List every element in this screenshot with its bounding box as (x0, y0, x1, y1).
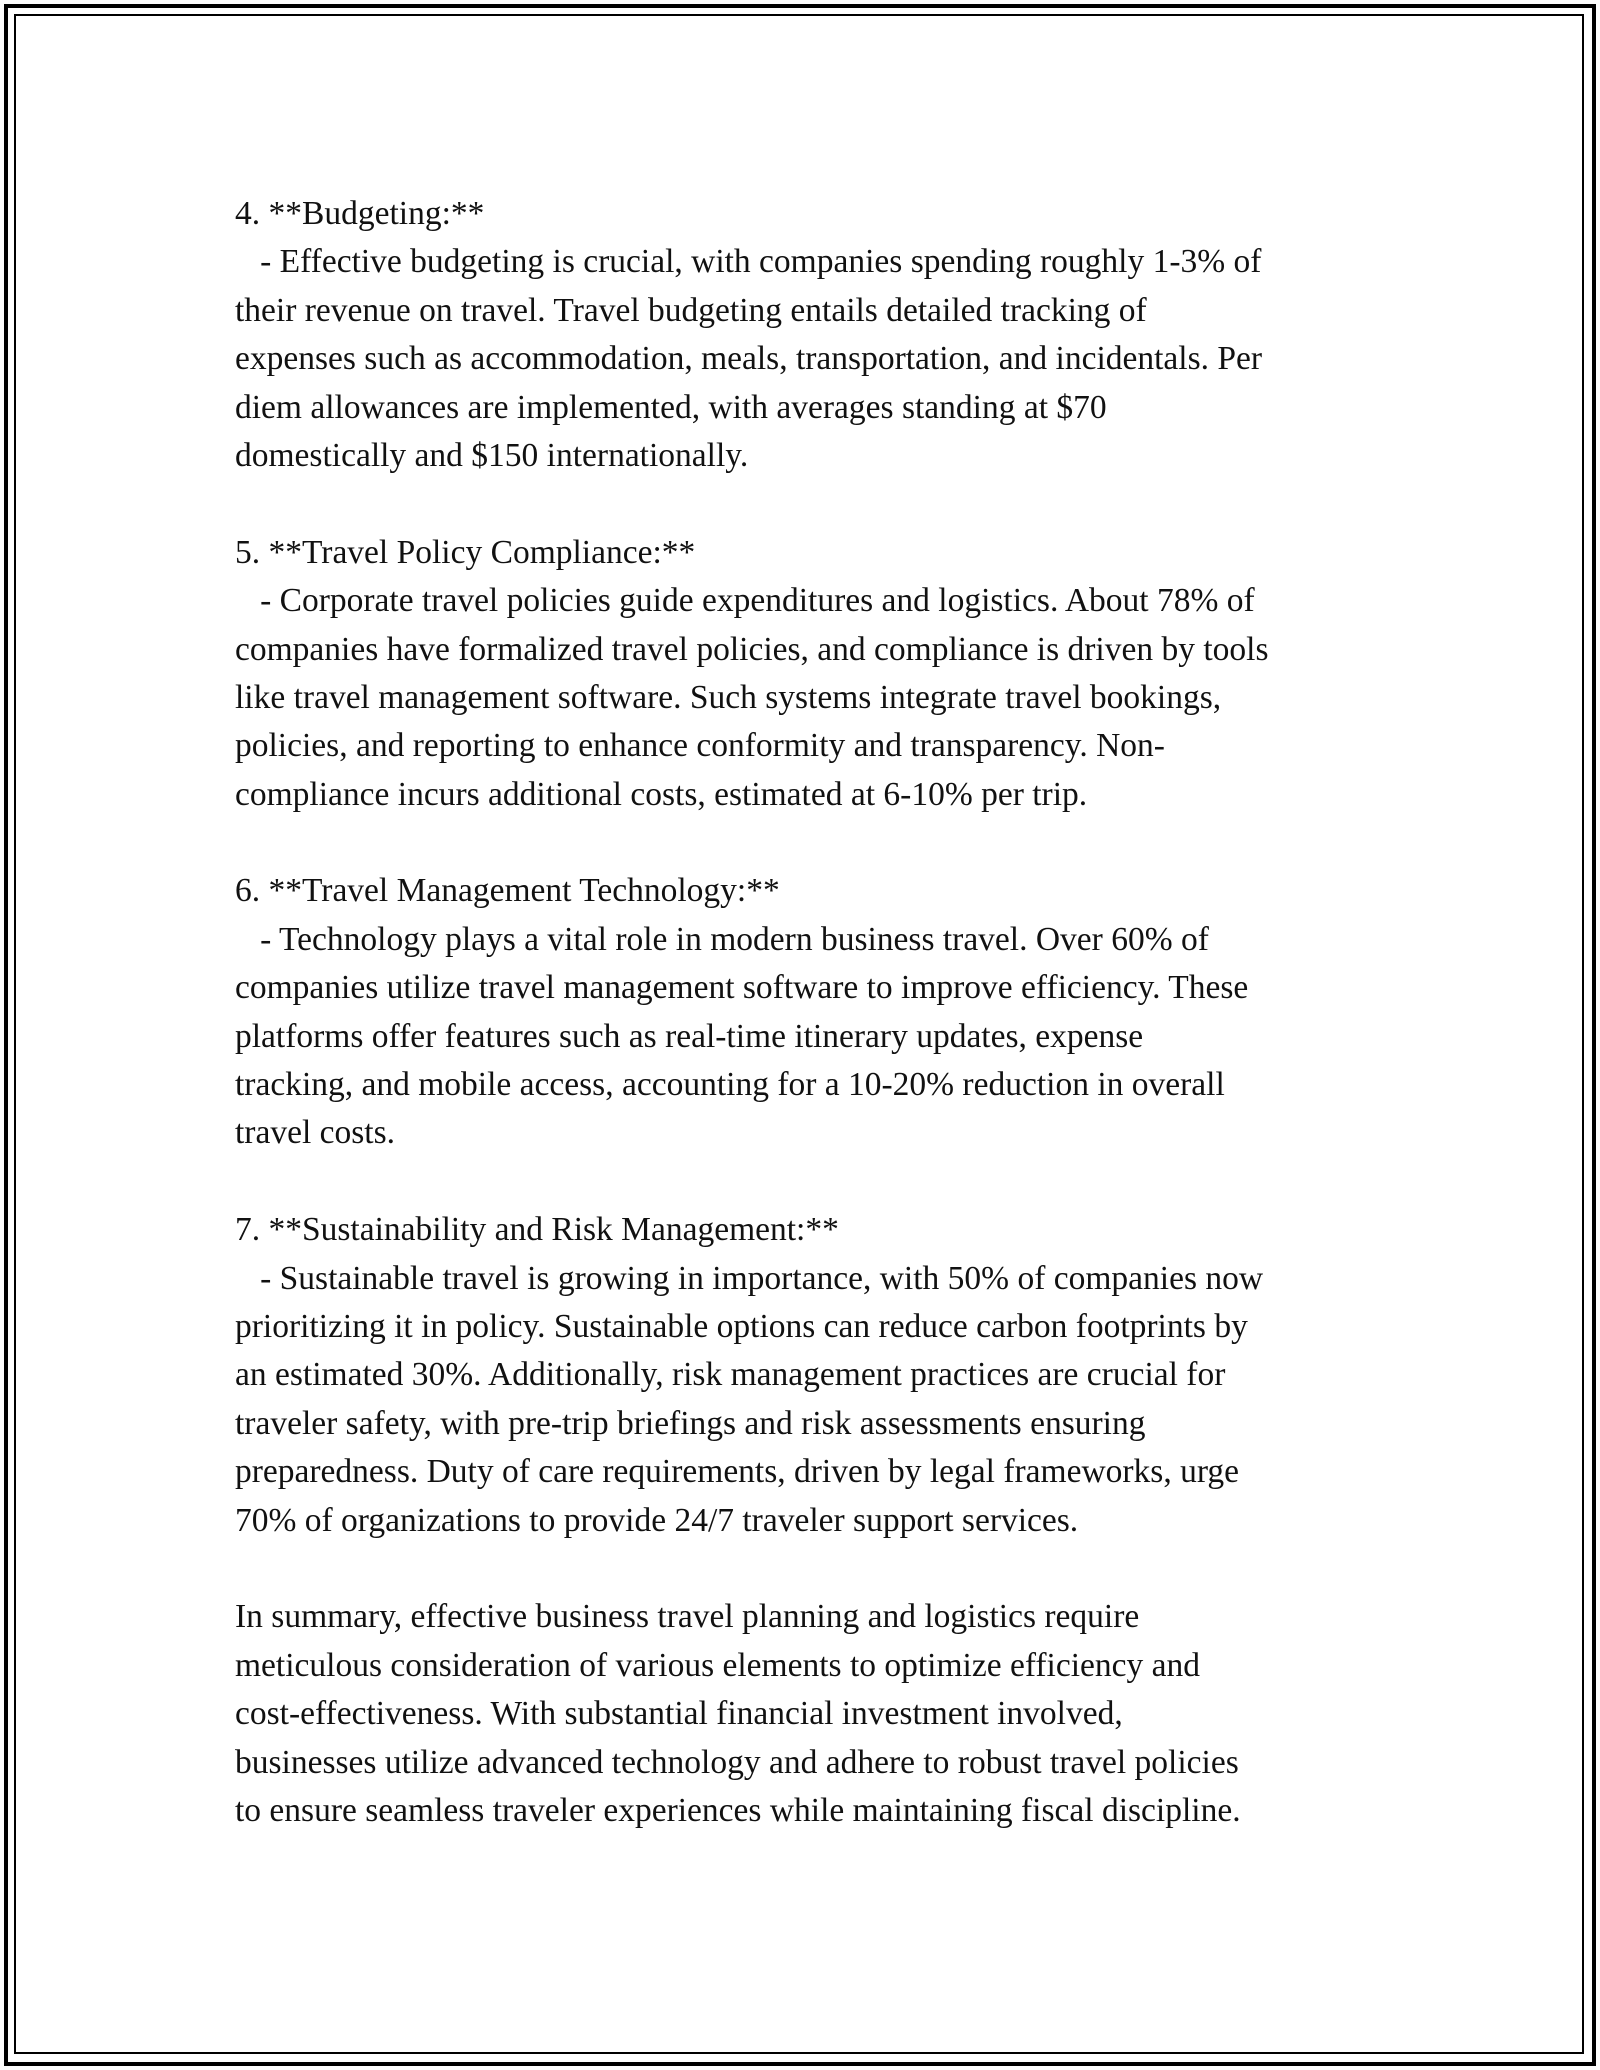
section-travel-management-technology (235, 867, 1385, 1157)
paragraph-line: - Sustainable travel is growing in importance, with 50% of companies now (235, 1259, 1264, 1297)
paragraph-line: traveler safety, with pre-trip briefings and risk assessments ensuring (235, 1404, 1146, 1442)
paragraph-line: preparedness. Duty of care requirements, driven by legal frameworks, urge (235, 1453, 1240, 1491)
paragraph-line: companies have formalized travel policies, and compliance is driven by tools (235, 630, 1269, 668)
section-heading: 4. **Budgeting:** (235, 195, 485, 232)
section-heading: 6. **Travel Management Technology:** (235, 872, 780, 910)
paragraph-line: businesses utilize advanced technology and adhere to robust travel policies (235, 1743, 1239, 1781)
paragraph-line: compliance incurs additional costs, estimated at 6-10% per trip. (235, 775, 1088, 813)
paragraph-line: In summary, effective business travel planning and logistics require (235, 1598, 1140, 1636)
blank-line (235, 1158, 1385, 1206)
paragraph-line: cost-effectiveness. With substantial financial investment involved, (235, 1695, 1123, 1733)
blank-line (235, 480, 1385, 528)
paragraph-line: 70% of organizations to provide 24/7 traveler support services. (235, 1501, 1079, 1539)
paragraph-line: companies utilize travel management software to improve efficiency. These (235, 969, 1249, 1007)
paragraph-line: their revenue on travel. Travel budgeting entails detailed tracking of (235, 291, 1147, 329)
paragraph-line: - Technology plays a vital role in modern business travel. Over 60% of (235, 920, 1209, 958)
section-heading: 7. **Sustainability and Risk Management:** (235, 1211, 839, 1249)
paragraph-line: - Effective budgeting is crucial, with companies spending roughly 1-3% of (235, 243, 1262, 281)
document-body (235, 190, 1385, 1835)
section-heading: 5. **Travel Policy Compliance:** (235, 533, 696, 571)
blank-line (235, 819, 1385, 867)
paragraph-line: expenses such as accommodation, meals, transportation, and incidentals. Per (235, 340, 1263, 378)
summary-paragraph (235, 1593, 1385, 1835)
paragraph-line: platforms offer features such as real-time itinerary updates, expense (235, 1017, 1144, 1055)
paragraph-line: domestically and $150 internationally. (235, 436, 749, 474)
paragraph-line: - Corporate travel policies guide expenditures and logistics. About 78% of (235, 582, 1255, 620)
blank-line (235, 1545, 1385, 1593)
paragraph-line: like travel management software. Such systems integrate travel bookings, (235, 678, 1222, 716)
paragraph-line: tracking, and mobile access, accounting for a 10-20% reduction in overall (235, 1066, 1225, 1104)
paragraph-line: an estimated 30%. Additionally, risk management practices are crucial for (235, 1356, 1226, 1394)
section-sustainability-risk (235, 1206, 1385, 1545)
section-travel-policy-compliance (235, 529, 1385, 819)
paragraph-line: diem allowances are implemented, with averages standing at $70 (235, 388, 1107, 426)
paragraph-line: prioritizing it in policy. Sustainable options can reduce carbon footprints by (235, 1307, 1248, 1345)
paragraph-line: to ensure seamless traveler experiences while maintaining fiscal discipline. (235, 1791, 1241, 1829)
paragraph-line: policies, and reporting to enhance conformity and transparency. Non- (235, 727, 1165, 765)
section-budgeting (235, 190, 1385, 480)
paragraph-line: meticulous consideration of various elements to optimize efficiency and (235, 1646, 1201, 1684)
paragraph-line: travel costs. (235, 1114, 396, 1152)
